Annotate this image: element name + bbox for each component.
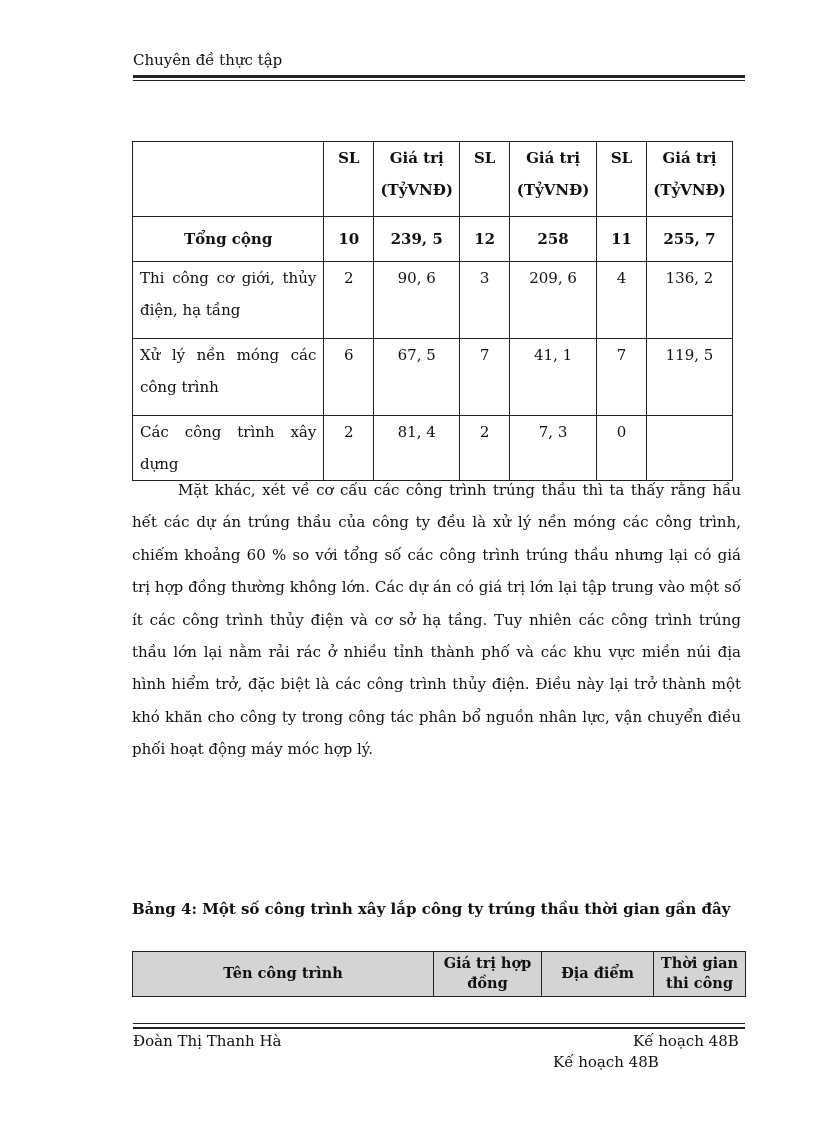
projects-table-header	[132, 951, 746, 997]
table-cell	[646, 416, 732, 481]
table-cell: 7	[460, 339, 510, 416]
body-paragraph	[132, 474, 741, 766]
column-header-contract-value: Giá trị hợp đồng	[434, 952, 542, 996]
table-cell: 209, 6	[510, 262, 597, 339]
table-cell: 12	[460, 217, 510, 262]
table-cell: 258	[510, 217, 597, 262]
column-header-project-name: Tên công trình	[133, 952, 434, 996]
column-header-duration: Thời gian thi công	[660, 955, 739, 992]
table-cell: 7, 3	[510, 416, 597, 481]
table-cell: 67, 5	[374, 339, 460, 416]
footer-rule-thick	[133, 1027, 745, 1029]
contracts-summary-table	[132, 141, 733, 481]
table-cell: 2	[460, 416, 510, 481]
paragraph-text: Mặt khác, xét về cơ cấu các công trình trúng thầu thì ta thấy rằng hầu hết các dự án trúng thầu của công ty đều là xử lý nền móng các công trình, chiếm khoảng 60 % so với tổng số các công trình trúng thầu nhưng lại có giá trị hợp đồng thường không lớn. Các dự án có giá trị lớn lại tập trung vào một số ít các công trình thủy điện và cơ sở hạ tầng. Tuy nhiên các công trình trúng thầu lớn lại nằm rải rác ở nhiều tỉnh thành phố và các khu vực miền núi địa hình hiểm trở, đặc biệt là các công trình thủy điện. Điều này lại trở thành một khó khăn cho công ty trong công tác phân bổ nguồn nhân lực, vận chuyển điều phối hoạt động máy móc hợp lý.	[132, 481, 741, 759]
table-header-cell: SL	[597, 142, 647, 217]
column-header-location: Địa điểm	[542, 952, 654, 996]
table-caption: Bảng 4: Một số công trình xây lắp công ty trúng thầu thời gian gần đây	[132, 900, 731, 918]
header-rule-thin	[133, 80, 745, 81]
table-header-empty-cell	[133, 142, 324, 217]
row-label: Thi công cơ giới, thủy điện, hạ tầng	[133, 262, 324, 339]
table-row	[133, 262, 733, 339]
table-cell: 2	[324, 416, 374, 481]
table-total-row	[133, 217, 733, 262]
table-cell: 255, 7	[646, 217, 732, 262]
table-cell: 3	[460, 262, 510, 339]
table-cell: 0	[597, 416, 647, 481]
table-cell: 90, 6	[374, 262, 460, 339]
table-cell: 10	[324, 217, 374, 262]
table-cell: 81, 4	[374, 416, 460, 481]
table-header-cell: Giá trị (TỷVNĐ)	[646, 142, 732, 217]
table-header-cell: Giá trị (TỷVNĐ)	[510, 142, 597, 217]
table-cell: 136, 2	[646, 262, 732, 339]
table-row	[133, 339, 733, 416]
table-cell: 7	[597, 339, 647, 416]
table-cell: 119, 5	[646, 339, 732, 416]
table-cell: 4	[597, 262, 647, 339]
table-header-cell: SL	[460, 142, 510, 217]
table-header-cell: Giá trị (TỷVNĐ)	[374, 142, 460, 217]
table-cell: 41, 1	[510, 339, 597, 416]
total-label: Tổng cộng	[133, 217, 324, 262]
footer-class: Kế hoạch 48B	[633, 1032, 739, 1050]
footer-author: Đoàn Thị Thanh Hà	[133, 1032, 282, 1050]
header-rule-thick	[133, 75, 745, 78]
table-header-cell: SL	[324, 142, 374, 217]
footer-rule-thin	[133, 1023, 745, 1024]
table-cell: 6	[324, 339, 374, 416]
table-cell: 11	[597, 217, 647, 262]
row-label: Các công trình xây dựng	[133, 416, 324, 481]
table-cell: 2	[324, 262, 374, 339]
table-header-row	[133, 142, 733, 217]
row-label: Xử lý nền móng các công trình	[133, 339, 324, 416]
footer-class-duplicate: Kế hoạch 48B	[553, 1053, 659, 1071]
table-cell: 239, 5	[374, 217, 460, 262]
table-row	[133, 416, 733, 481]
page-header-title: Chuyên đề thực tập	[133, 51, 283, 69]
